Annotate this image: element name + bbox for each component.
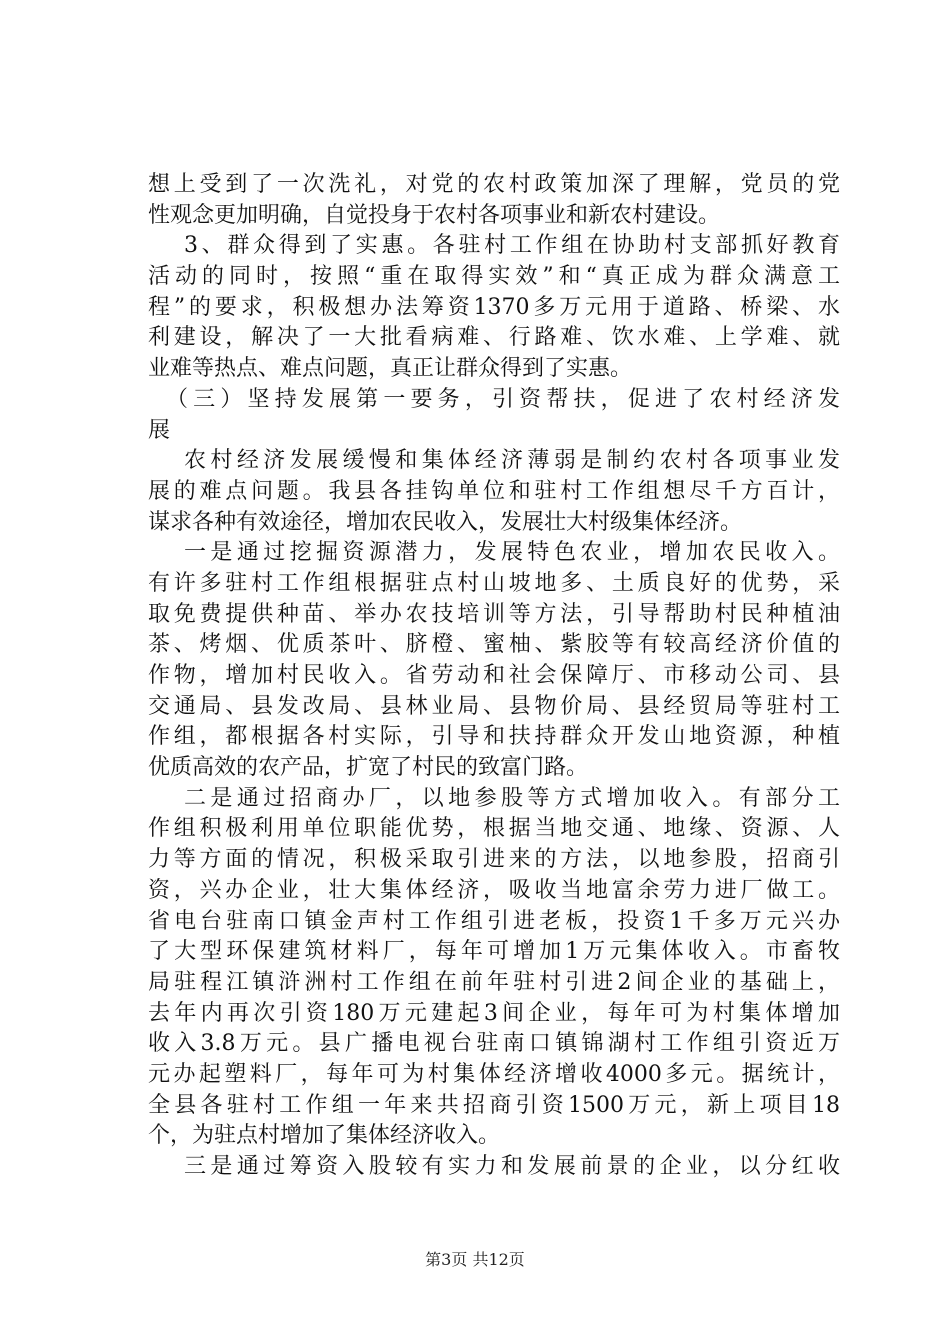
text-line: 有许多驻村工作组根据驻点村山坡地多、土质良好的优势，采 <box>148 570 840 596</box>
text-line: 取免费提供种苗、举办农技培训等方法，引导帮助村民种植油 <box>148 601 840 627</box>
text-line: 性观念更加明确，自觉投身于农村各项事业和新农村建设。 <box>148 202 721 228</box>
text-line: 收入3.8万元。县广播电视台驻南口镇锦湖村工作组引资近万 <box>148 1031 840 1057</box>
text-line: 了大型环保建筑材料厂，每年可增加1万元集体收入。市畜牧 <box>148 939 840 965</box>
text-line: 想上受到了一次洗礼，对党的农村政策加深了理解，党员的党 <box>148 172 840 197</box>
text-line: 作组，都根据各村实际，引导和扶持群众开发山地资源，种植 <box>148 724 840 750</box>
text-line: 全县各驻村工作组一年来共招商引资1500万元，新上项目18 <box>148 1092 840 1118</box>
text-line: 个，为驻点村增加了集体经济收入。 <box>148 1123 501 1149</box>
text-line: （三）坚持发展第一要务，引资帮扶，促进了农村经济发 <box>166 386 840 412</box>
text-line: 谋求各种有效途径，增加农民收入，发展壮大村级集体经济。 <box>148 509 743 535</box>
text-line: 程”的要求，积极想办法筹资1370多万元用于道路、桥梁、水 <box>148 294 840 320</box>
text-line: 资，兴办企业，壮大集体经济，吸收当地富余劳力进厂做工。 <box>148 877 840 903</box>
text-line: 活动的同时，按照“重在取得实效”和“真正成为群众满意工 <box>148 264 840 290</box>
text-line: 一是通过挖掘资源潜力，发展特色农业，增加农民收入。 <box>184 540 840 566</box>
text-line: 局驻程江镇浒洲村工作组在前年驻村引进2间企业的基础上， <box>148 969 840 995</box>
text-line: 三是通过筹资入股较有实力和发展前景的企业，以分红收 <box>184 1154 840 1179</box>
text-line: 元办起塑料厂，每年可为村集体经济增收4000多元。据统计， <box>148 1061 840 1087</box>
text-line: 3、群众得到了实惠。各驻村工作组在协助村支部抓好教育 <box>184 233 840 259</box>
text-line: 去年内再次引资180万元建起3间企业，每年可为村集体增加 <box>148 1000 840 1026</box>
document-body <box>148 170 840 1183</box>
text-line: 优质高效的农产品，扩宽了村民的致富门路。 <box>148 755 589 781</box>
text-line: 交通局、县发改局、县林业局、县物价局、县经贸局等驻村工 <box>148 693 840 719</box>
text-line: 茶、烤烟、优质茶叶、脐橙、蜜柚、紫胶等有较高经济价值的 <box>148 632 840 658</box>
text-line: 利建设，解决了一大批看病难、行路难、饮水难、上学难、就 <box>148 325 840 351</box>
text-line: 省电台驻南口镇金声村工作组引进老板，投资1千多万元兴办 <box>148 908 840 934</box>
text-line: 展的难点问题。我县各挂钩单位和驻村工作组想尽千方百计， <box>148 478 840 504</box>
text-line: 业难等热点、难点问题，真正让群众得到了实惠。 <box>148 356 633 382</box>
text-line: 作物，增加村民收入。省劳动和社会保障厅、市移动公司、县 <box>148 663 840 688</box>
text-line: 农村经济发展缓慢和集体经济薄弱是制约农村各项事业发 <box>184 448 840 474</box>
text-line: 展 <box>148 417 171 443</box>
text-line: 二是通过招商办厂，以地参股等方式增加收入。有部分工 <box>184 785 840 811</box>
page-footer: 第3页 共12页 <box>425 1250 525 1269</box>
text-line: 力等方面的情况，积极采取引进来的方法，以地参股，招商引 <box>148 847 840 873</box>
text-line: 作组积极利用单位职能优势，根据当地交通、地缘、资源、人 <box>148 816 840 842</box>
